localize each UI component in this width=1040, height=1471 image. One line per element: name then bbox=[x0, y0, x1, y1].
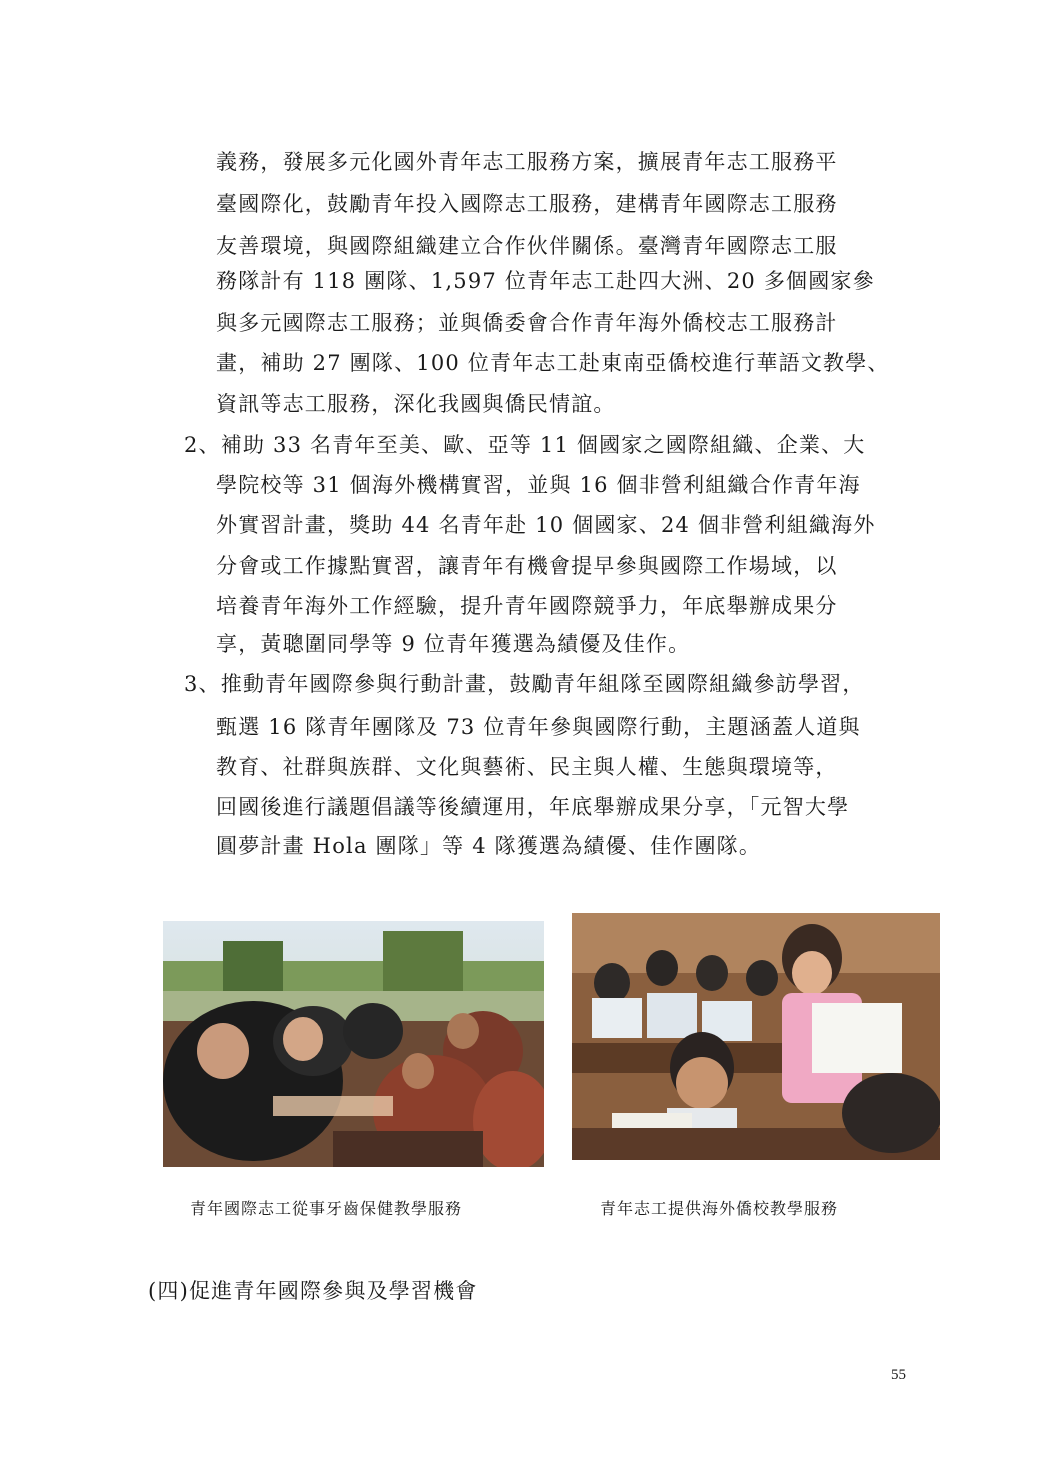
text-line: 2、補助 33 名青年至美、歐、亞等 11 個國家之國際組織、企業、大 bbox=[184, 433, 866, 457]
classroom-teaching-photo bbox=[572, 913, 940, 1160]
text-line: 務隊計有 118 團隊、1,597 位青年志工赴四大洲、20 多個國家參 bbox=[216, 269, 875, 293]
text-line: 分會或工作據點實習，讓青年有機會提早參與國際工作場域，以 bbox=[216, 554, 838, 578]
text-line: 學院校等 31 個海外機構實習，並與 16 個非營利組織合作青年海 bbox=[216, 473, 861, 497]
text-line: 臺國際化，鼓勵青年投入國際志工服務，建構青年國際志工服務 bbox=[216, 192, 838, 216]
text-line: 回國後進行議題倡議等後續運用，年底舉辦成果分享，「元智大學 bbox=[216, 795, 850, 819]
text-line: 友善環境，與國際組織建立合作伙伴關係。臺灣青年國際志工服 bbox=[216, 234, 838, 258]
text-line: 享，黃聰圍同學等 9 位青年獲選為績優及佳作。 bbox=[216, 632, 691, 656]
page-number: 55 bbox=[891, 1367, 906, 1383]
photo-caption-left: 青年國際志工從事牙齒保健教學服務 bbox=[190, 1199, 463, 1218]
text-line: 資訊等志工服務，深化我國與僑民情誼。 bbox=[216, 392, 616, 416]
text-line: 圓夢計畫 Hola 團隊」等 4 隊獲選為績優、佳作團隊。 bbox=[216, 834, 762, 858]
section-heading: (四)促進青年國際參與及學習機會 bbox=[148, 1279, 478, 1303]
dental-hygiene-photo bbox=[163, 921, 544, 1167]
text-line: 培養青年海外工作經驗，提升青年國際競爭力，年底舉辦成果分 bbox=[216, 594, 838, 618]
text-line: 外實習計畫，獎助 44 名青年赴 10 個國家、24 個非營利組織海外 bbox=[216, 513, 876, 537]
text-line: 畫，補助 27 團隊、100 位青年志工赴東南亞僑校進行華語文教學、 bbox=[216, 351, 890, 375]
text-line: 3、推動青年國際參與行動計畫，鼓勵青年組隊至國際組織參訪學習， bbox=[184, 672, 865, 696]
text-line: 甄選 16 隊青年團隊及 73 位青年參與國際行動，主題涵蓋人道與 bbox=[216, 715, 861, 739]
photo-caption-right: 青年志工提供海外僑校教學服務 bbox=[600, 1199, 839, 1218]
text-line: 義務，發展多元化國外青年志工服務方案，擴展青年志工服務平 bbox=[216, 150, 838, 174]
text-line: 與多元國際志工服務；並與僑委會合作青年海外僑校志工服務計 bbox=[216, 311, 838, 335]
text-line: 教育、社群與族群、文化與藝術、民主與人權、生態與環境等， bbox=[216, 755, 838, 779]
